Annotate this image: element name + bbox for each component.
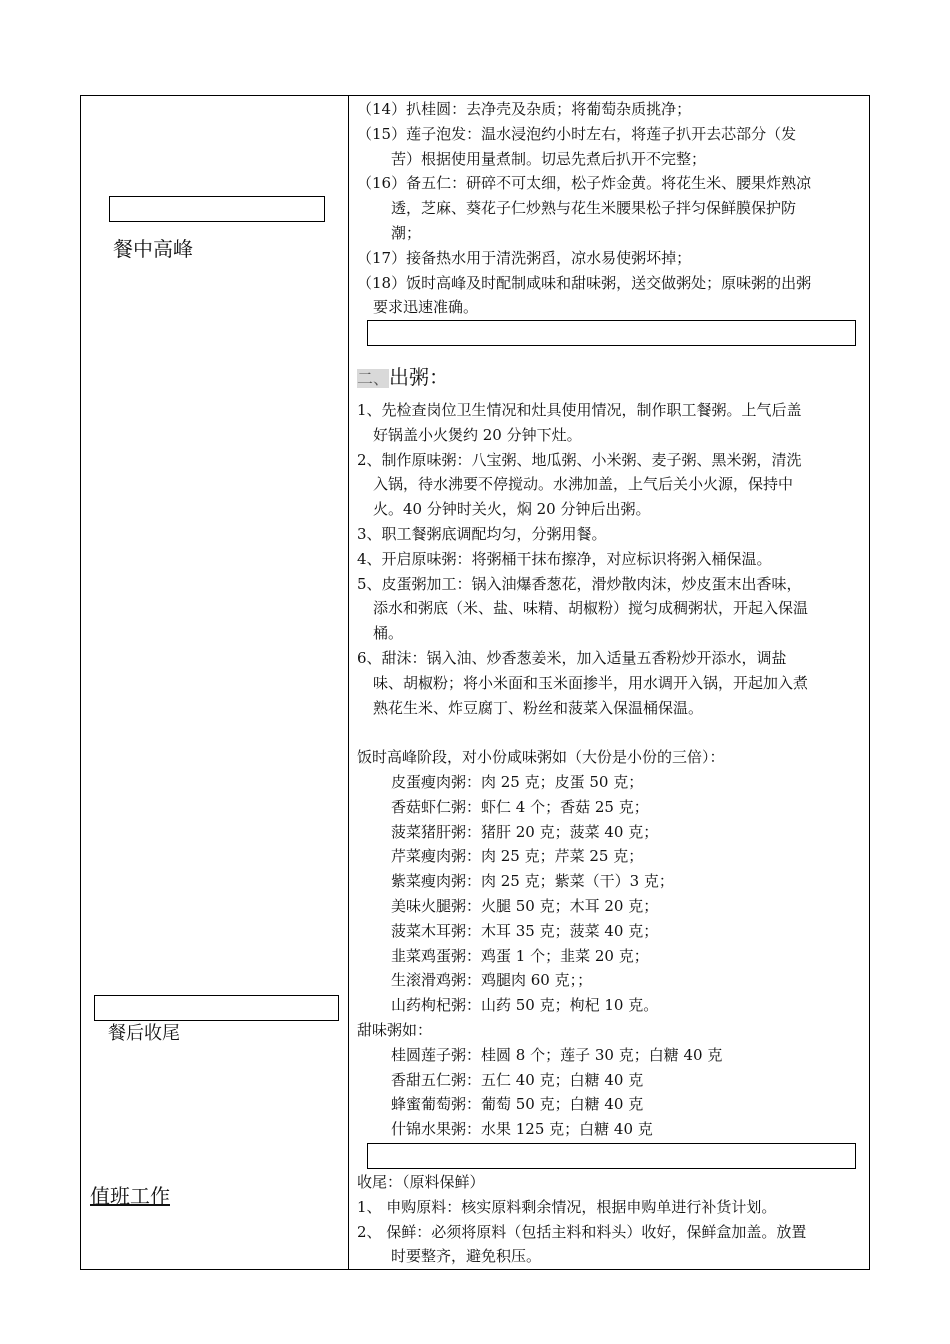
after-label-box	[94, 995, 339, 1021]
list-item: 皮蛋瘦肉粥：肉 25 克；皮蛋 50 克；	[391, 772, 644, 791]
text-line: 6、甜沫：锅入油、炒香葱姜米，加入适量五香粉炒开添水，调盐	[357, 648, 787, 667]
section-two	[357, 358, 862, 400]
list-item: 紫菜瘦肉粥：肉 25 克；紫菜（干）3 克；	[391, 872, 674, 891]
peak-label-box	[109, 196, 325, 222]
text-line: （18）饭时高峰及时配制咸味和甜味粥，送交做粥处；原味粥的出粥	[357, 273, 812, 292]
text-line: 潮；	[391, 223, 422, 242]
list-item: 桂圆莲子粥：桂圆 8 个；莲子 30 克；白糖 40 克	[391, 1045, 723, 1064]
text-line: 2、制作原味粥：八宝粥、地瓜粥、小米粥、麦子粥、黑米粥，清洗	[357, 450, 802, 469]
list-item: 香甜五仁粥：五仁 40 克；白糖 40 克	[391, 1070, 644, 1089]
list-item: 菠菜猪肝粥：猪肝 20 克；菠菜 40 克；	[391, 822, 659, 841]
text-line: 透，芝麻、葵花子仁炒熟与花生米腰果松子拌匀保鲜膜保护防	[391, 199, 797, 218]
right-column-body	[357, 398, 862, 1142]
text-line: （17）接备热水用于清洗粥舀，凉水易使粥坏掉；	[357, 248, 692, 267]
text-line: 桶。	[373, 624, 404, 643]
text-line: 味、胡椒粉；将小米面和玉米面掺半，用水调开入锅，开起加入煮	[373, 673, 809, 692]
section-heading	[357, 362, 862, 394]
text-line: 5、皮蛋粥加工：锅入油爆香葱花，滑炒散肉沫，炒皮蛋末出香味，	[357, 574, 802, 593]
salty-intro: 饭时高峰阶段，对小份咸味粥如（大份是小份的三倍）：	[357, 748, 725, 767]
right-column	[357, 97, 862, 320]
text-line: 入锅，待水沸要不停搅动。水沸加盖，上气后关小火源，保持中	[373, 475, 794, 494]
text-line: 苦）根据使用量煮制。切忌先煮后扒开不完整；	[391, 149, 707, 168]
text-line: （16）备五仁：研碎不可太细，松子炸金黄。将花生米、腰果炸熟凉	[357, 174, 812, 193]
text-line: （14）扒桂圆：去净壳及杂质；将葡萄杂质挑净；	[357, 100, 692, 118]
column-divider	[348, 95, 349, 1270]
list-item: 山药枸杞粥：山药 50 克；枸杞 10 克。	[391, 996, 659, 1015]
text-line: 1、先检查岗位卫生情况和灶具使用情况，制作职工餐粥。上气后盖	[357, 401, 802, 419]
blank-box-2	[367, 1143, 856, 1169]
list-item: 菠菜木耳粥：木耳 35 克；菠菜 40 克；	[391, 921, 659, 940]
closing-title: 收尾：（原料保鲜）	[357, 1173, 485, 1191]
list-item: 生滚滑鸡粥：鸡腿肉 60 克；；	[391, 971, 593, 990]
text-line: 3、职工餐粥底调配均匀，分粥用餐。	[357, 524, 607, 543]
sweet-intro: 甜味粥如：	[357, 1020, 433, 1039]
text-line: （15）莲子泡发：温水浸泡约小时左右，将莲子扒开去芯部分（发	[357, 124, 797, 143]
list-item: 什锦水果粥：水果 125 克；白糖 40 克	[391, 1120, 653, 1139]
section-number: 二、	[357, 369, 390, 388]
list-item: 美味火腿粥：火腿 50 克；木耳 20 克；	[391, 896, 659, 915]
text-line: 要求迅速准确。	[373, 298, 479, 317]
duty-label: 值班工作	[90, 1184, 170, 1208]
text-line: 1、 申购原料：核实原料剩余情况，根据申购单进行补货计划。	[357, 1197, 777, 1216]
text-line: 好锅盖小火煲约 20 分钟下灶。	[373, 425, 582, 444]
list-item: 香菇虾仁粥：虾仁 4 个；香菇 25 克；	[391, 797, 649, 816]
text-line: 时要整齐，避免积压。	[391, 1247, 542, 1266]
blank-box-1	[367, 320, 856, 346]
closing-section	[357, 1170, 862, 1269]
blank-line	[357, 720, 862, 745]
text-line: 熟花生米、炸豆腐丁、粉丝和菠菜入保温桶保温。	[373, 698, 704, 717]
text-line: 4、开启原味粥：将粥桶干抹布擦净，对应标识将粥入桶保温。	[357, 549, 772, 568]
list-item: 蜂蜜葡萄粥：葡萄 50 克；白糖 40 克	[391, 1095, 644, 1114]
text-line: 火。40 分钟时关火，焖 20 分钟后出粥。	[373, 500, 651, 519]
section-title: 出粥：	[389, 365, 450, 389]
after-label: 餐后收尾	[108, 1023, 180, 1044]
peak-label: 餐中高峰	[113, 237, 193, 261]
list-item: 芹菜瘦肉粥：肉 25 克；芹菜 25 克；	[391, 847, 644, 866]
text-line: 2、 保鲜：必须将原料（包括主料和料头）收好，保鲜盒加盖。放置	[357, 1222, 807, 1241]
list-item: 韭菜鸡蛋粥：鸡蛋 1 个；韭菜 20 克；	[391, 946, 649, 965]
text-line: 添水和粥底（米、盐、味精、胡椒粉）搅匀成稠粥状，开起入保温	[373, 599, 809, 618]
